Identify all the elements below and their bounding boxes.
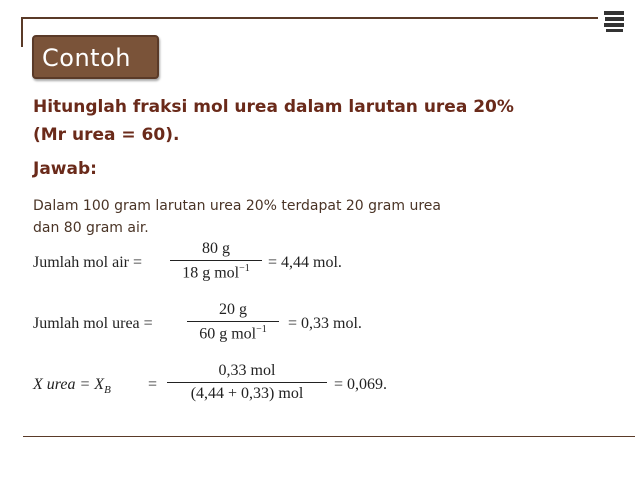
mole-fraction-label — [33, 376, 111, 396]
water-mol-label: Jumlah mol air = — [33, 254, 143, 271]
water-numerator: 80 g — [202, 240, 230, 257]
mole-fraction-denominator: (4,44 + 0,33) mol — [190, 385, 304, 402]
question-line-1: Hitunglah fraksi mol urea dalam larutan urea 20% — [33, 97, 514, 117]
explanation-line-2: dan 80 gram air. — [33, 220, 149, 236]
example-badge — [32, 35, 159, 79]
mole-fraction-subscript: B — [104, 384, 111, 397]
water-denominator: 18 g mol — [182, 264, 240, 282]
answer-heading: Jawab: — [33, 159, 97, 179]
badge-label: Contoh — [42, 44, 131, 72]
mole-fraction-fraction — [167, 362, 327, 403]
question-line-2: (Mr urea = 60). — [33, 125, 180, 145]
fraction-bar — [187, 321, 279, 322]
urea-numerator: 20 g — [219, 301, 247, 318]
urea-mol-fraction — [187, 301, 279, 343]
fraction-bar — [170, 260, 262, 261]
mole-fraction-numerator: 0,33 mol — [218, 362, 276, 379]
explanation-line-1: Dalam 100 gram larutan urea 20% terdapat 20 gram urea — [33, 198, 441, 214]
water-exponent: −1 — [239, 263, 250, 274]
urea-mol-label: Jumlah mol urea = — [33, 315, 153, 332]
mole-fraction-result: = 0,069. — [334, 376, 388, 393]
mole-fraction-equals: = — [148, 376, 158, 393]
bottom-divider — [23, 436, 635, 437]
left-corner-divider — [21, 17, 23, 47]
mole-fraction-label-text: X urea = X — [33, 376, 105, 393]
urea-mol-result: = 0,33 mol. — [288, 315, 362, 332]
top-divider — [23, 17, 598, 19]
urea-denominator: 60 g mol — [199, 325, 257, 343]
slideshare-books-icon — [602, 8, 626, 34]
water-mol-result: = 4,44 mol. — [268, 254, 342, 271]
fraction-bar — [167, 382, 327, 383]
urea-exponent: −1 — [256, 324, 267, 335]
water-mol-fraction — [170, 240, 262, 282]
